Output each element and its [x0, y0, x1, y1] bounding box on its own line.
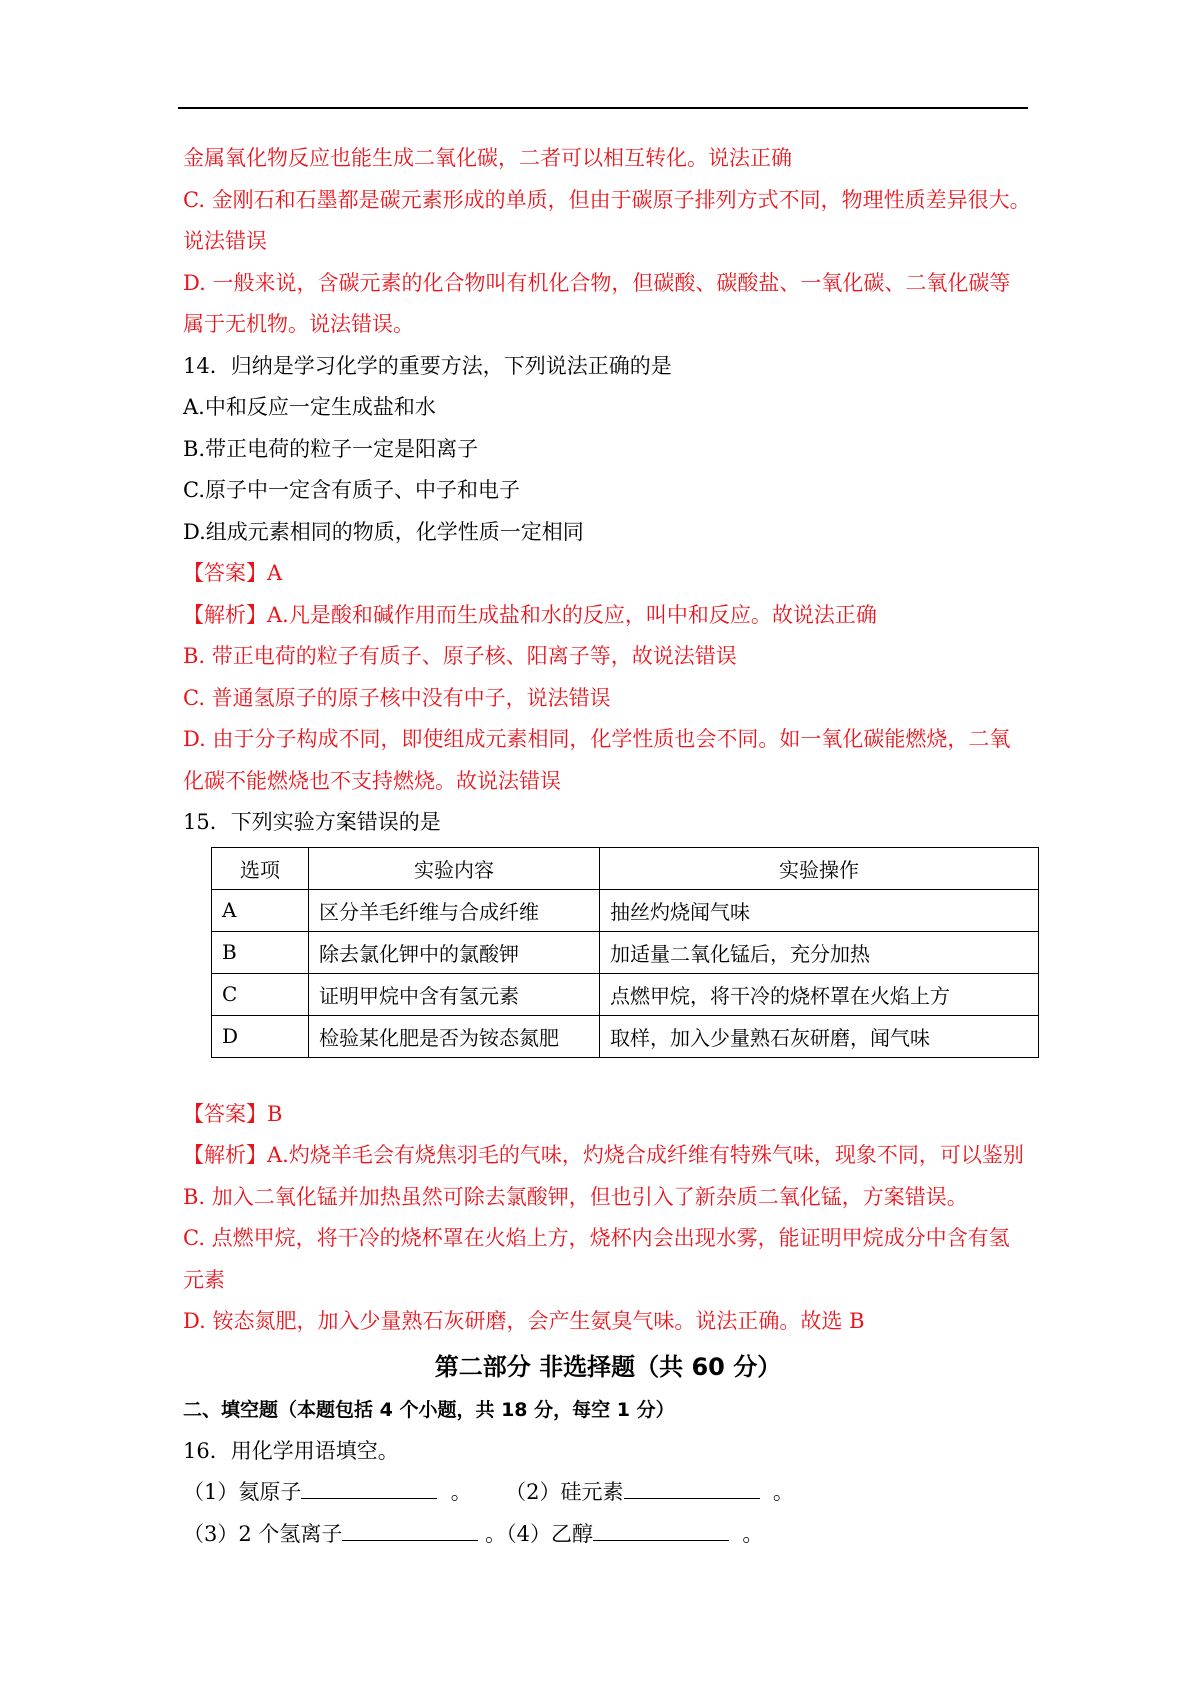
answer-tag: 【答案】 — [183, 561, 267, 585]
q13-analysis-line: D. 一般来说，含碳元素的化合物叫有机化合物，但碳酸、碳酸盐、一氧化碳、二氧化碳等 — [183, 270, 1011, 295]
q14-analysis-line — [183, 595, 1033, 637]
table-header-cell: 实验操作 — [600, 847, 1039, 889]
answer-tag: 【答案】 — [183, 1101, 267, 1126]
section-heading: 二、填空题（本题包括 4 个小题，共 18 分，每空 1 分） — [183, 1398, 675, 1421]
experiment-table — [211, 847, 1039, 1058]
q16-row-1 — [183, 1472, 1033, 1514]
table-cell: A — [212, 889, 309, 931]
q13-analysis-line: C. 金刚石和石墨都是碳元素形成的单质，但由于碳原子排列方式不同，物理性质差异很大。 — [183, 187, 1031, 212]
q15-analysis-line: D. 铵态氮肥，加入少量熟石灰研磨，会产生氨臭气味。说法正确。故选 B — [183, 1309, 865, 1333]
q14-option-a: A.中和反应一定生成盐和水 — [183, 395, 436, 419]
table-cell: 区分羊毛纤维与合成纤维 — [309, 889, 600, 931]
q14-analysis-line: B. 带正电荷的粒子有质子、原子核、阳离子等，故说法错误 — [183, 644, 737, 668]
table-cell: 点燃甲烷，将干冷的烧杯罩在火焰上方 — [600, 973, 1039, 1015]
q14-analysis-line: C. 普通氢原子的原子核中没有中子，说法错误 — [183, 685, 611, 710]
table-cell: 检验某化肥是否为铵态氮肥 — [309, 1015, 600, 1057]
q16-punct: 。 — [772, 1480, 794, 1504]
q13-analysis-line: 说法错误 — [183, 229, 267, 253]
analysis-text: A.灼烧羊毛会有烧焦羽毛的气味，灼烧合成纤维有特殊气味，现象不同，可以鉴别 — [267, 1143, 1024, 1167]
q15-analysis-line — [183, 1135, 1033, 1177]
analysis-text: A.凡是酸和碱作用而生成盐和水的反应，叫中和反应。故说法正确 — [267, 602, 877, 627]
q14-analysis-line: 化碳不能燃烧也不支持燃烧。故说法错误 — [183, 768, 561, 793]
q15-analysis-line: C. 点燃甲烷，将干冷的烧杯罩在火焰上方，烧杯内会出现水雾，能证明甲烷成分中含有氢 — [183, 1226, 1010, 1250]
q14-option-b: B.带正电荷的粒子一定是阳离子 — [183, 436, 479, 461]
table-cell: C — [212, 973, 309, 1015]
table-row — [212, 931, 1039, 973]
q16-punct: 。 — [742, 1521, 764, 1546]
analysis-tag: 【解析】 — [183, 602, 267, 627]
table-cell: 抽丝灼烧闻气味 — [600, 889, 1039, 931]
q16-row-2 — [183, 1514, 1033, 1556]
table-header-cell: 选项 — [212, 847, 309, 889]
part-title: 第二部分 非选择题（共 60 分） — [434, 1352, 782, 1381]
spacer — [183, 1058, 1033, 1094]
q15-stem: 15．下列实验方案错误的是 — [183, 810, 441, 834]
table-cell: 除去氯化钾中的氯酸钾 — [309, 931, 600, 973]
answer-blank[interactable] — [624, 1476, 760, 1499]
table-cell: D — [212, 1015, 309, 1057]
answer-blank[interactable] — [301, 1476, 437, 1499]
table-row — [212, 973, 1039, 1015]
q14-option-c: C.原子中一定含有质子、中子和电子 — [183, 478, 520, 502]
table-cell: 取样，加入少量熟石灰研磨，闻气味 — [600, 1015, 1039, 1057]
table-cell: 证明甲烷中含有氢元素 — [309, 973, 600, 1015]
q16-item-1: （1）氦原子 — [183, 1480, 302, 1504]
q14-analysis-line: D. 由于分子构成不同，即使组成元素相同，化学性质也会不同。如一氧化碳能燃烧，二氧 — [183, 727, 1011, 751]
q16-punct: 。 — [450, 1480, 472, 1504]
table-header-row — [212, 847, 1039, 889]
q16-item-4: 。（4）乙醇 — [485, 1521, 593, 1546]
q15-analysis-line: B. 加入二氧化锰并加热虽然可除去氯酸钾，但也引入了新杂质二氧化锰，方案错误。 — [183, 1184, 968, 1209]
q15-answer — [183, 1094, 1033, 1136]
table-row — [212, 1015, 1039, 1057]
answer-blank[interactable] — [593, 1518, 729, 1541]
table-cell: 加适量二氧化锰后，充分加热 — [600, 931, 1039, 973]
q16-item-2: （2）硅元素 — [505, 1480, 624, 1504]
answer-blank[interactable] — [342, 1518, 478, 1541]
page-content — [183, 138, 1033, 1555]
q14-stem: 14．归纳是学习化学的重要方法，下列说法正确的是 — [183, 353, 672, 378]
answer-value: B — [267, 1101, 283, 1126]
q16-item-3: （3）2 个氢离子 — [183, 1521, 343, 1546]
header-rule — [178, 107, 1028, 109]
answer-value: A — [267, 561, 283, 585]
q15-analysis-line: 元素 — [183, 1267, 225, 1292]
q13-analysis-line: 金属氧化物反应也能生成二氧化碳，二者可以相互转化。说法正确 — [183, 146, 792, 170]
q16-stem: 16．用化学用语填空。 — [183, 1438, 399, 1463]
q13-analysis-line: 属于无机物。说法错误。 — [183, 312, 414, 336]
q14-answer — [183, 553, 1033, 595]
table-row — [212, 889, 1039, 931]
table-cell: B — [212, 931, 309, 973]
q14-option-d: D.组成元素相同的物质，化学性质一定相同 — [183, 519, 584, 544]
analysis-tag: 【解析】 — [183, 1143, 267, 1167]
table-header-cell: 实验内容 — [309, 847, 600, 889]
